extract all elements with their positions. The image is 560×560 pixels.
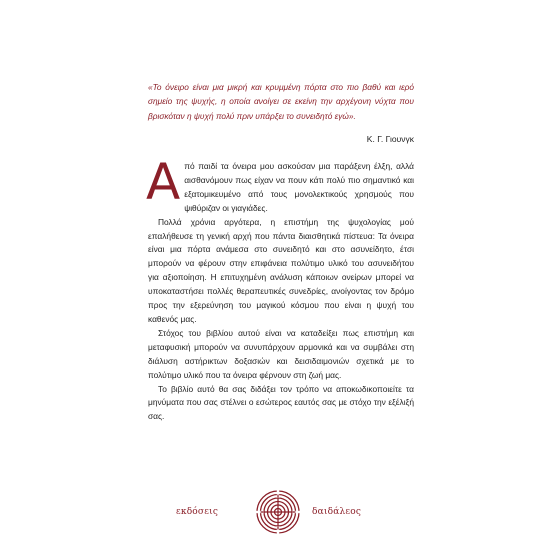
epigraph-quote: «Το όνειρο είναι μια μικρή και κρυμμένη πόρτα στο πιο βαθύ και ιερό σημείο της ψυχής, η οποία ανοίγει σε εκείνη την αρχέγονη νύχτα που βρισκόταν η ψυχή πολύ πριν υπάρξει το συνειδητό εγώ». bbox=[148, 82, 414, 121]
publisher-name-right: δαιδάλεος bbox=[312, 507, 362, 517]
publisher-name-left: εκδόσεις bbox=[176, 507, 219, 517]
blurb-paragraph-1-text: πό παιδί τα όνειρα μου ασκούσαν μια παράξενη έλξη, αλλά αισθανόμουν πως είχαν να πουν κάτι πολύ πιο σημαντικό και εξατομικευμένο από τους μονολεκτικούς χρησμούς που ψιθύριζαν οι γιαγιάδες. bbox=[184, 161, 414, 213]
blurb-paragraph-2: Πολλά χρόνια αργότερα, η επιστήμη της ψυχολογίας μού επαλήθευσε τη γενική αρχή που πάντα διαισθητικά πίστευα: Τα όνειρα είναι μια πόρτα ανάμεσα στο συνειδητό και στο ασυνείδητο, έτσι μπορούν να φέρουν στην επιφάνεια πολύτιμο υλικό του ασυνειδήτου για αξιοποίηση. Η επιτυχημένη ανάλυση κάποιων ονείρων μπορεί να υποκαταστήσει πολλές θεραπευτικές συνεδρίες, ανοίγοντας τον δρόμο προς την εξερεύνηση του μαγικού κόσμου που είναι η ψυχή του καθενός μας. bbox=[148, 216, 414, 324]
blurb-paragraph-1 bbox=[146, 153, 414, 216]
blurb-paragraph-4: Το βιβλίο αυτό θα σας διδάξει τον τρόπο να αποκωδικοποιείτε τα μηνύματα που σας στέλνει ο εσώτερος εαυτός σας με στόχο την εξέλιξή σας. bbox=[148, 383, 414, 422]
epigraph-author: Κ. Γ. Γιουνγκ bbox=[366, 134, 414, 144]
book-back-cover bbox=[148, 70, 414, 540]
drop-cap: Α bbox=[146, 153, 181, 211]
labyrinth-logo-icon bbox=[255, 489, 301, 535]
publisher-footer bbox=[148, 486, 414, 536]
blurb-paragraph-3: Στόχος του βιβλίου αυτού είναι να καταδείξει πως επιστήμη και μεταφυσική μπορούν να συνυπάρχουν αρμονικά και να συμβάλει στη διάλυση αστήρικτων δοξασιών και δεισιδαιμονιών σχετικά με το πολύτιμο υλικό που τα όνειρα φέρνουν στη ζωή μας. bbox=[148, 327, 414, 380]
blurb-text bbox=[146, 153, 414, 424]
